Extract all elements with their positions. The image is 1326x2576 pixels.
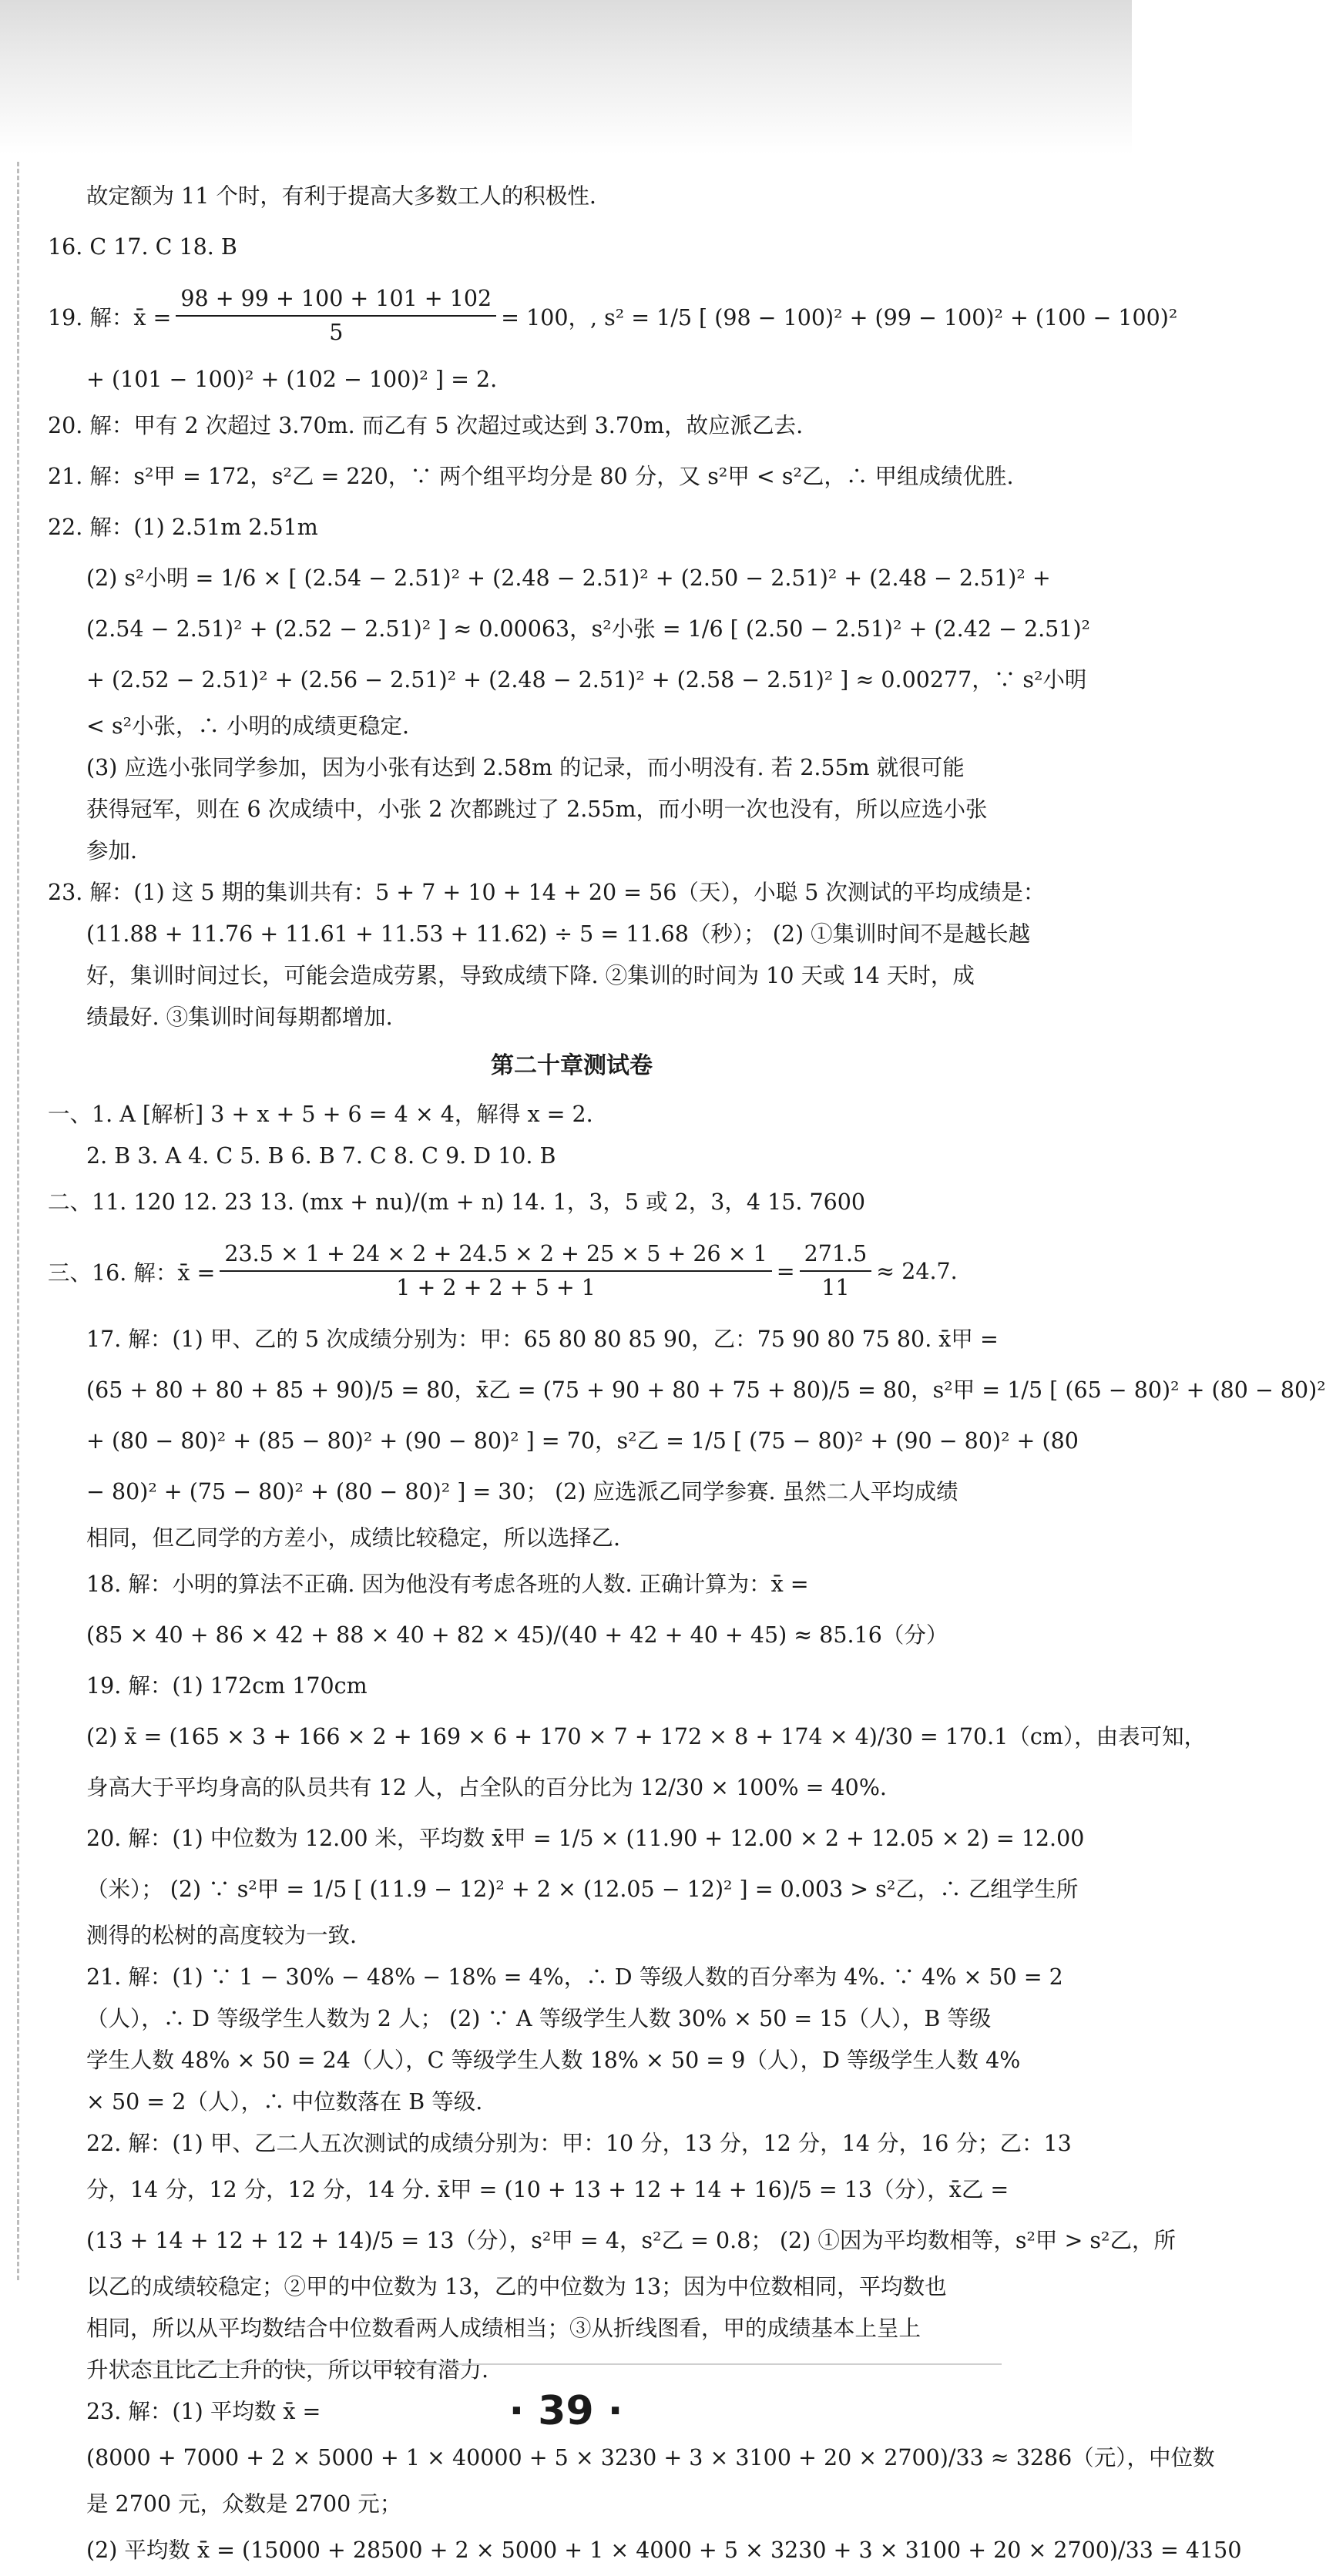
text-line: 是 2700 元，众数是 2700 元； xyxy=(86,2491,402,2517)
text-line: 16. C 17. C 18. B xyxy=(48,234,237,260)
text-line: 好，集训时间过长，可能会造成劳累，导致成绩下降. ②集训的时间为 10 天或 14 天时，成 xyxy=(86,963,975,988)
text-line: 20. 解：甲有 2 次超过 3.70m. 而乙有 5 次超过或达到 3.70m，故应派乙去. xyxy=(48,413,804,438)
text-line: − 80)² + (75 − 80)² + (80 − 80)² ] = 30； (2) 应选派乙同学参赛. 虽然二人平均成绩 xyxy=(86,1479,958,1504)
q16-fraction-2 xyxy=(800,1241,872,1301)
text-line: 获得冠军，则在 6 次成绩中，小张 2 次都跳过了 2.55m，而小明一次也没有，所以应选小张 xyxy=(86,797,988,822)
text-line: 21. 解：s²甲 = 172，s²乙 = 220，∵ 两个组平均分是 80 分，又 s²甲 < s²乙，∴ 甲组成绩优胜. xyxy=(48,464,1014,489)
text-line: (2.54 − 2.51)² + (2.52 − 2.51)² ] ≈ 0.00063，s²小张 = 1/6 [ (2.50 − 2.51)² + (2.42 − 2.51)² xyxy=(86,616,1090,642)
section-title: 第二十章测试卷 xyxy=(491,1052,653,1079)
text-line: 18. 解：小明的算法不正确. 因为他没有考虑各班的人数. 正确计算为：x̄ = xyxy=(86,1571,809,1597)
q19-tail: = 100，, s² = 1/5 [ (98 − 100)² + (99 − 100)² + (100 − 100)² xyxy=(501,304,1178,330)
text-line: 17. 解：(1) 甲、乙的 5 次成绩分别为：甲：65 80 80 85 90，乙：75 90 80 75 80. x̄甲 = xyxy=(86,1327,999,1352)
text-line: (65 + 80 + 80 + 85 + 90)/5 = 80，x̄乙 = (75 + 90 + 80 + 75 + 80)/5 = 80，s²甲 = 1/5 [ (65 − 80)² + (80 − 80)² xyxy=(86,1377,1326,1403)
q19-fraction xyxy=(176,286,496,346)
text-line: （人），∴ D 等级学生人数为 2 人； (2) ∵ A 等级学生人数 30% × 50 = 15（人），B 等级 xyxy=(86,2006,992,2031)
q16-denominator: 1 + 2 + 2 + 5 + 1 xyxy=(396,1275,596,1300)
text-line: 升状态且比乙上升的快，所以甲较有潜力. xyxy=(86,2357,489,2383)
q16-tail: ≈ 24.7. xyxy=(876,1258,958,1284)
text-line: 一、1. A [解析] 3 + x + 5 + 6 = 4 × 4，解得 x = 2. xyxy=(48,1102,593,1127)
q19-numerator: 98 + 99 + 100 + 101 + 102 xyxy=(176,286,496,317)
text-line: 22. 解：(1) 甲、乙二人五次测试的成绩分别为：甲：10 分，13 分，12 分，14 分，16 分；乙：13 xyxy=(86,2131,1072,2156)
text-line: (2) 平均数 x̄ = (15000 + 28500 + 2 × 5000 + 1 × 4000 + 5 × 3230 + 3 × 3100 + 20 × 2700)/33 = 4150 xyxy=(86,2537,1242,2563)
text-line: (13 + 14 + 12 + 12 + 14)/5 = 13（分），s²甲 = 4，s²乙 = 0.8； (2) ①因为平均数相等，s²甲 > s²乙，所 xyxy=(86,2228,1176,2253)
text-line: 23. 解：(1) 平均数 x̄ = xyxy=(86,2399,321,2424)
text-line: (85 × 40 + 86 × 42 + 88 × 40 + 82 × 45)/(40 + 42 + 40 + 45) ≈ 85.16（分） xyxy=(86,1622,948,1648)
text-line: 学生人数 48% × 50 = 24（人），C 等级学生人数 18% × 50 = 9（人），D 等级学生人数 4% xyxy=(86,2048,1021,2073)
text-line: (11.88 + 11.76 + 11.61 + 11.53 + 11.62) ÷ 5 = 11.68（秒）； (2) ①集训时间不是越长越 xyxy=(86,921,1031,947)
q16-lead: 三、16. 解：x̄ = xyxy=(48,1259,216,1286)
text-line: 相同，但乙同学的方差小，成绩比较稳定，所以选择乙. xyxy=(86,1525,621,1551)
text-line: 故定额为 11 个时，有利于提高大多数工人的积极性. xyxy=(86,183,596,209)
text-line: + (80 − 80)² + (85 − 80)² + (90 − 80)² ] = 70，s²乙 = 1/5 [ (75 − 80)² + (90 − 80)² + (80 xyxy=(86,1428,1079,1454)
q19-lead: 19. 解：x̄ = xyxy=(48,304,172,330)
text-line: （米）； (2) ∵ s²甲 = 1/5 [ (11.9 − 12)² + 2 × (12.05 − 12)² ] = 0.003 > s²乙，∴ 乙组学生所 xyxy=(86,1877,1079,1902)
text-line: 相同，所以从平均数结合中位数看两人成绩相当；③从折线图看，甲的成绩基本上呈上 xyxy=(86,2316,921,2341)
text-line: 参加. xyxy=(86,838,138,864)
text-line: (8000 + 7000 + 2 × 5000 + 1 × 40000 + 5 × 3230 + 3 × 3100 + 20 × 2700)/33 ≈ 3286（元），中位数 xyxy=(86,2445,1215,2470)
q19-denominator: 5 xyxy=(329,320,344,345)
q16-numerator: 23.5 × 1 + 24 × 2 + 24.5 × 2 + 25 × 5 + 26 × 1 xyxy=(220,1241,771,1272)
text-line: 以乙的成绩较稳定；②甲的中位数为 13，乙的中位数为 13；因为中位数相同，平均数也 xyxy=(86,2274,947,2299)
text-line: × 50 = 2（人），∴ 中位数落在 B 等级. xyxy=(86,2089,483,2115)
text-line: 19. 解：(1) 172cm 170cm xyxy=(86,1673,368,1699)
text-line: 21. 解：(1) ∵ 1 − 30% − 48% − 18% = 4%，∴ D 等级人数的百分率为 4%. ∵ 4% × 50 = 2 xyxy=(86,1964,1063,1990)
q16-equals: = xyxy=(776,1258,795,1284)
text-line: 2. B 3. A 4. C 5. B 6. B 7. C 8. C 9. D 10. B xyxy=(86,1143,556,1169)
footer-rule xyxy=(116,2363,1002,2365)
text-line: 22. 解：(1) 2.51m 2.51m xyxy=(48,515,318,540)
text-line: + (2.52 − 2.51)² + (2.56 − 2.51)² + (2.48 − 2.51)² + (2.58 − 2.51)² ] ≈ 0.00277，∵ s²小明 xyxy=(86,667,1087,693)
text-line: 分，14 分，12 分，12 分，14 分. x̄甲 = (10 + 13 + 12 + 14 + 16)/5 = 13（分），x̄乙 = xyxy=(86,2177,1009,2202)
text-line: < s²小张，∴ 小明的成绩更稳定. xyxy=(86,713,410,739)
q16-fraction xyxy=(220,1241,771,1301)
text-line: 20. 解：(1) 中位数为 12.00 米，平均数 x̄甲 = 1/5 × (11.90 + 12.00 × 2 + 12.05 × 2) = 12.00 xyxy=(86,1826,1085,1851)
q16-formula xyxy=(48,1228,1096,1314)
binding-dashed-line xyxy=(17,162,19,2280)
text-line: 二、11. 120 12. 23 13. (mx + nu)/(m + n) 14. 1，3，5 或 2，3，4 15. 7600 xyxy=(48,1189,866,1215)
q16-numerator-2: 271.5 xyxy=(800,1241,872,1272)
q19-formula xyxy=(48,273,1178,359)
text-line: (3) 应选小张同学参加，因为小张有达到 2.58m 的记录，而小明没有. 若 2.55m 就很可能 xyxy=(86,755,965,780)
text-line: (2) x̄ = (165 × 3 + 166 × 2 + 169 × 6 + 170 × 7 + 172 × 8 + 174 × 4)/30 = 170.1（cm），由表可知， xyxy=(86,1724,1207,1749)
text-line: (2) s²小明 = 1/6 × [ (2.54 − 2.51)² + (2.48 − 2.51)² + (2.50 − 2.51)² + (2.48 − 2.51)² + xyxy=(86,565,1051,591)
text-line: 绩最好. ③集训时间每期都增加. xyxy=(86,1005,393,1030)
scan-top-shadow xyxy=(0,0,1132,154)
answer-page xyxy=(48,171,1326,2576)
text-line: 23. 解：(1) 这 5 期的集训共有：5 + 7 + 10 + 14 + 20 = 56（天），小聪 5 次测试的平均成绩是： xyxy=(48,880,1046,905)
page-number: · 39 · xyxy=(509,2388,623,2434)
text-line: + (101 − 100)² + (102 − 100)² ] = 2. xyxy=(86,367,498,392)
q16-denominator-2: 11 xyxy=(821,1275,850,1300)
text-line: 身高大于平均身高的队员共有 12 人，占全队的百分比为 12/30 × 100% = 40%. xyxy=(86,1775,887,1800)
text-line: 测得的松树的高度较为一致. xyxy=(86,1923,358,1948)
